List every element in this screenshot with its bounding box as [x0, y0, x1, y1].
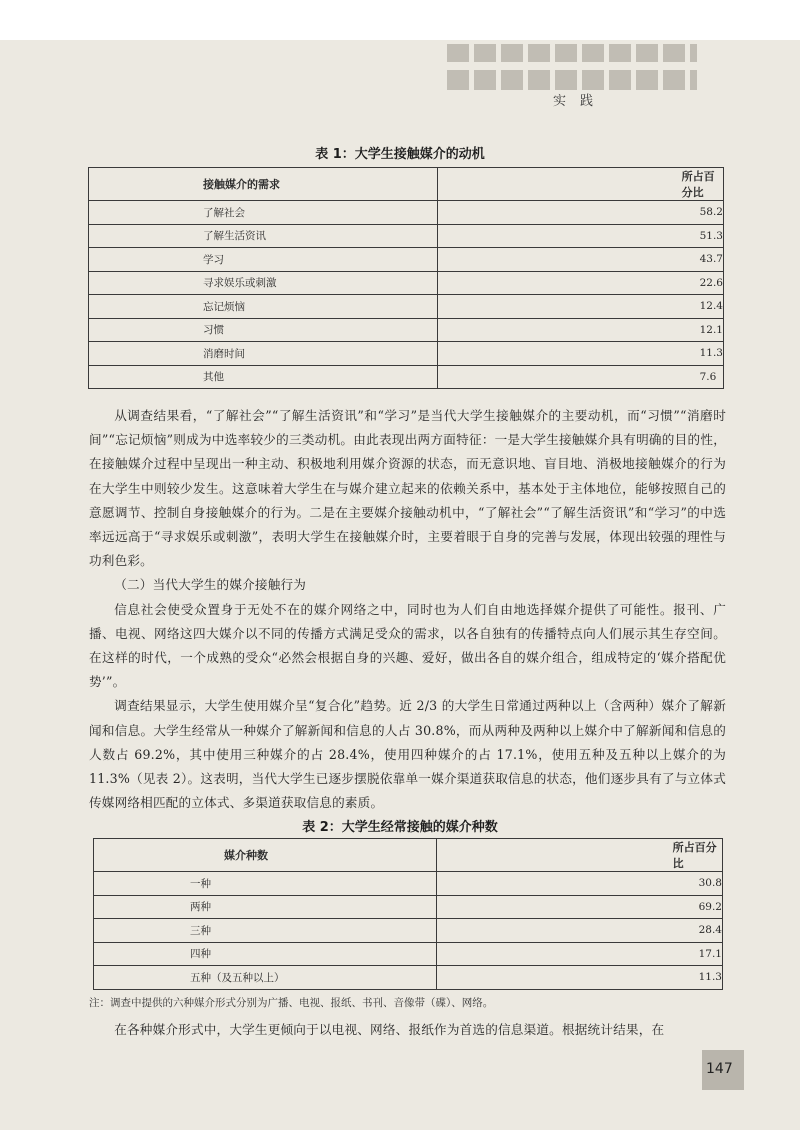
paragraph-survey-results: 调查结果显示，大学生使用媒介呈“复合化”趋势。近 2/3 的大学生日常通过两种以上（含两种）媒介了解新闻和信息。大学生经常从一种媒介了解新闻和信息的人占 30.8%，而从两种及两种以上媒介中了解新闻和信息的人数占 69.2%，其中使用三种媒介的占 28.4%，使用四种媒介的占 17.1%，使用五种及五种以上媒介的为 11.3%（见表 2）。这表明，当代大学生已逐步摆脱依靠单一媒介渠道获取信息的状态，他们逐步具有了与立体式传媒网络相匹配的立体式、多渠道获取信息的素质。: [89, 698, 726, 811]
table2-cell-count: 五种（及五种以上）: [94, 966, 437, 990]
table2-cell-percent: 28.4: [436, 919, 722, 943]
table-row: [89, 295, 724, 319]
paragraph-motivation-analysis: 从调查结果看，“了解社会”“了解生活资讯”和“学习”是当代大学生接触媒介的主要动机，而“习惯”“消磨时间”“忘记烦恼”则成为中选率较少的三类动机。由此表现出两方面特征：一是大学生接触媒介具有明确的目的性，在接触媒介过程中呈现出一种主动、积极地利用媒介资源的状态，而无意识地、盲目地、消极地接触媒介的行为在大学生中则较少发生。这意味着大学生在与媒介建立起来的依赖关系中，基本处于主体地位，能够按照自己的意愿调节、控制自身接触媒介的行为。二是在主要媒介接触动机中，“了解社会”“了解生活资讯”和“学习”的中选率远远高于“寻求娱乐或刺激”，表明大学生在接触媒介时，主要着眼于自身的完善与发展，体现出较强的理性与功利色彩。: [89, 408, 726, 569]
page-number: 147: [706, 1061, 733, 1077]
table-row: [89, 365, 724, 389]
table2-cell-percent: 17.1: [436, 942, 722, 966]
table2-cell-count: 两种: [94, 895, 437, 919]
table2-cell-percent: 11.3: [436, 966, 722, 990]
table2-cell-percent: 30.8: [436, 872, 722, 896]
table1-cell-percent: 43.7: [437, 248, 723, 272]
table1-cell-need: 忘记烦恼: [89, 295, 438, 319]
table1-cell-need: 了解社会: [89, 201, 438, 225]
table-row: [89, 224, 724, 248]
table-row: [94, 966, 723, 990]
table-note: 注：调查中提供的六种媒介形式分别为广播、电视、报纸、书刊、音像带（碟）、网络。: [89, 997, 494, 1009]
table1-cell-percent: 22.6: [437, 271, 723, 295]
table1-cell-percent: 11.3: [437, 342, 723, 366]
table-row: [94, 872, 723, 896]
table2-header-count: 媒介种数: [94, 839, 437, 872]
table2-header-row: [94, 839, 723, 872]
table-row: [89, 201, 724, 225]
table1-cell-need: 寻求娱乐或刺激: [89, 271, 438, 295]
table2-caption: 表 2：大学生经常接触的媒介种数: [302, 820, 498, 835]
table2-header-percent: 所占百分比: [436, 839, 722, 872]
table1-cell-need: 习惯: [89, 318, 438, 342]
table1-cell-need: 其他: [89, 365, 438, 389]
table1-cell-percent: 51.3: [437, 224, 723, 248]
body-text-upper: [89, 404, 726, 815]
table1-cell-need: 学习: [89, 248, 438, 272]
table1-header-row: [89, 168, 724, 201]
table1-header-need: 接触媒介的需求: [89, 168, 438, 201]
table1-cell-percent: 12.4: [437, 295, 723, 319]
table2-cell-count: 三种: [94, 919, 437, 943]
table-row: [89, 342, 724, 366]
table-row: [89, 318, 724, 342]
table2-cell-count: 一种: [94, 872, 437, 896]
body-text-lower: [89, 1018, 726, 1042]
table1-cell-percent: 7.6: [437, 365, 723, 389]
table2-cell-percent: 69.2: [436, 895, 722, 919]
table2-cell-count: 四种: [94, 942, 437, 966]
paragraph-media-preference: 在各种媒介形式中，大学生更倾向于以电视、网络、报纸作为首选的信息渠道。根据统计结果，在: [114, 1022, 665, 1037]
table-row: [94, 942, 723, 966]
table1-cell-percent: 58.2: [437, 201, 723, 225]
table1: [88, 167, 724, 389]
table1-cell-need: 了解生活资讯: [89, 224, 438, 248]
table1-caption: 表 1：大学生接触媒介的动机: [315, 147, 485, 162]
table-row: [89, 248, 724, 272]
table-row: [94, 919, 723, 943]
table-row: [89, 271, 724, 295]
table1-cell-percent: 12.1: [437, 318, 723, 342]
paragraph-media-network: 信息社会使受众置身于无处不在的媒介网络之中，同时也为人们自由地选择媒介提供了可能性。报刊、广播、电视、网络这四大媒介以不同的传播方式满足受众的需求，以各自独有的传播特点向人们展示其生存空间。在这样的时代，一个成熟的受众“必然会根据自身的兴趣、爱好，做出各自的媒介组合，组成特定的‘媒介搭配优势’”。: [89, 601, 726, 690]
section-subheading: （二）当代大学生的媒介接触行为: [114, 577, 307, 593]
table2: [93, 838, 723, 990]
table-row: [94, 895, 723, 919]
table1-cell-need: 消磨时间: [89, 342, 438, 366]
running-head: 实践: [553, 94, 608, 109]
table1-header-percent: 所占百分比: [437, 168, 723, 201]
header-decoration: [447, 44, 697, 90]
